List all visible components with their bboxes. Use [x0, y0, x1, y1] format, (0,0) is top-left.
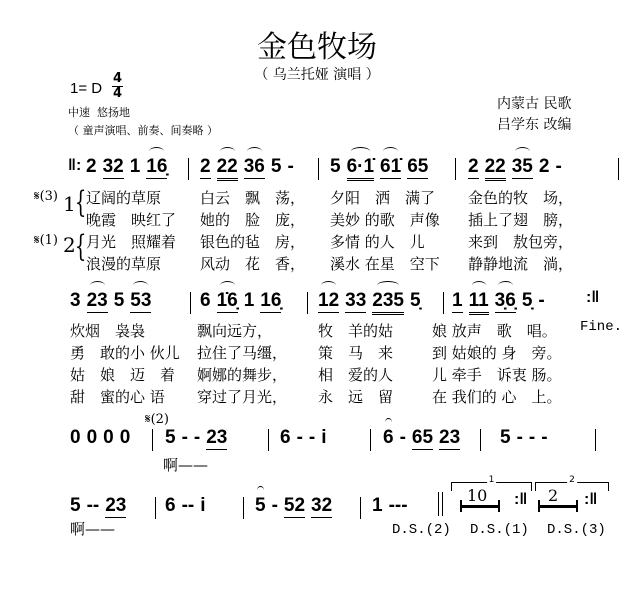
measure — [70, 495, 132, 518]
note: 1 — [452, 290, 463, 311]
note: 52 — [283, 495, 306, 516]
lyric-segment: 白云 飘 荡， — [200, 189, 306, 207]
note: 53 — [130, 290, 152, 311]
note: 23 — [105, 495, 127, 516]
barline — [443, 292, 444, 314]
barline — [480, 429, 481, 451]
measure — [70, 427, 136, 449]
note: - — [399, 427, 406, 448]
barline — [595, 429, 596, 451]
lyric-segment: 浪漫的草原 — [86, 255, 162, 273]
note: 32 — [102, 156, 124, 177]
lyric-segment: 风动 花 香， — [200, 255, 306, 273]
lyric-segment: 晚霞 映红了 — [86, 211, 177, 229]
multi-rest-bar — [460, 500, 500, 512]
note: 1 — [372, 495, 383, 516]
note: 22 — [485, 156, 506, 181]
note: 61̇ — [380, 156, 402, 177]
note: 2 — [86, 156, 97, 177]
dal-segno-3: D.S.(3) — [547, 522, 606, 538]
brace: { — [74, 229, 87, 264]
note: - — [193, 427, 201, 448]
note: 22 — [217, 156, 238, 181]
repeat-end: :‖ — [584, 491, 598, 508]
performance-note: （ 童声演唱、前奏、间奏略 ） — [68, 124, 218, 137]
repeat-end: :‖ — [586, 289, 600, 306]
note: - — [528, 427, 536, 448]
segno-2: 𝄋(2) — [145, 412, 170, 427]
lyric-segment: 静静地流 淌， — [468, 255, 574, 273]
lyric-segment: 银色的毡 房， — [200, 233, 306, 251]
measure — [200, 290, 287, 313]
note: 65 — [411, 427, 434, 448]
note: 5 — [70, 495, 81, 516]
note: 11 — [469, 290, 489, 315]
note: 0 — [119, 427, 131, 448]
brace: { — [74, 185, 87, 220]
segno-3: 𝄋(3) — [34, 189, 59, 204]
note: 65 — [407, 156, 429, 177]
note: 32 — [311, 495, 333, 516]
lyric-segment: 飘向远方， — [197, 322, 273, 340]
verse-number-2: 2 — [63, 233, 76, 257]
measure — [318, 290, 427, 315]
lyric-segment: 辽阔的草原 — [86, 189, 162, 207]
barline — [455, 158, 456, 180]
barline — [370, 429, 371, 451]
note: 12 — [318, 290, 340, 311]
note: - — [541, 427, 548, 448]
note: - — [555, 156, 562, 177]
note: 2 — [468, 156, 479, 177]
lyric-segment: 她的 脸 庞， — [200, 211, 306, 229]
note: 16̣ — [260, 290, 282, 311]
time-signature — [112, 73, 123, 100]
note: 5 — [255, 495, 266, 516]
lyric-segment: 美妙 的歌 声像 — [330, 211, 440, 229]
note: 6 — [165, 495, 176, 516]
note: 0 — [103, 427, 114, 448]
note: - — [308, 427, 316, 448]
note: - — [538, 290, 545, 311]
lyric-segment: 姑 娘 迈 着 — [70, 366, 176, 384]
note: 5̣ — [521, 290, 533, 311]
measure — [372, 495, 414, 517]
barline — [307, 292, 308, 314]
lyric-segment: 甜 蜜的心 语 — [70, 388, 165, 406]
measure — [165, 495, 212, 517]
note: 6 — [383, 427, 394, 448]
measure — [500, 427, 554, 449]
note: --- — [388, 495, 408, 516]
note: 3̣6̣ — [494, 290, 516, 311]
barline — [243, 497, 244, 519]
note: 5 — [500, 427, 511, 448]
note: i — [321, 427, 327, 448]
measure — [165, 427, 233, 450]
note: 5 — [165, 427, 176, 448]
note: - — [296, 427, 303, 448]
singer-credit: （ 乌兰托娅 演唱 ） — [254, 67, 380, 83]
lyric-segment: 牧 羊的姑 — [318, 322, 394, 340]
song-title: 金色牧场 — [257, 30, 377, 65]
lyric-segment: 永 远 留 — [318, 388, 394, 406]
note: -- — [181, 495, 195, 516]
dal-segno-2: D.S.(2) — [392, 522, 451, 538]
arranger-credit: 吕学东 改编 — [497, 117, 572, 133]
barline — [360, 497, 361, 519]
lyric-segment: 来到 敖包旁， — [468, 233, 574, 251]
multi-rest-bar — [538, 500, 578, 512]
note: 5̣ — [409, 290, 421, 311]
lyric-segment: 勇 敢的小 伙儿 — [70, 344, 180, 362]
repeat-start: ‖: — [68, 157, 82, 174]
note: 2 — [200, 156, 211, 177]
note: 23 — [86, 290, 108, 311]
measure — [280, 427, 333, 449]
barline — [618, 158, 619, 180]
lyric-segment: 插上了翅 膀， — [468, 211, 574, 229]
lyric-segment: 穿过了月光， — [197, 388, 288, 406]
note: 36 — [243, 156, 265, 177]
note: 16̣ — [146, 156, 168, 177]
note: 235 — [372, 290, 404, 315]
measure — [70, 290, 157, 313]
lyric-segment: 金色的牧 场， — [468, 189, 574, 207]
lyric-segment: 在 我们的 心 上。 — [432, 388, 562, 406]
measure — [468, 156, 568, 181]
dal-segno-1: D.S.(1) — [470, 522, 529, 538]
note: 23 — [206, 427, 228, 448]
volta-1 — [451, 475, 532, 491]
volta-2 — [535, 475, 609, 491]
note: 5 — [113, 290, 125, 311]
barline — [190, 292, 191, 314]
lyric-segment: 相 爱的人 — [318, 366, 394, 384]
multi-rest-count-2: 2 — [548, 486, 559, 505]
double-barline — [438, 492, 443, 516]
volta-2-label: 2 — [569, 475, 575, 485]
note: 6·1̇ — [347, 156, 374, 181]
note: 1 — [129, 156, 141, 177]
note: 5 — [270, 156, 282, 177]
syllable-ah: 啊—— — [163, 456, 209, 474]
lyric-segment: 月光 照耀着 — [86, 233, 177, 251]
lyric-segment: 夕阳 洒 满了 — [330, 189, 436, 207]
time-top: 4 — [112, 71, 123, 86]
time-bottom: 4 — [112, 86, 123, 101]
note: 1̇6̣ — [216, 290, 238, 311]
measure — [452, 290, 551, 315]
note: i — [200, 495, 206, 516]
note: 35 — [511, 156, 533, 177]
note: 5 — [330, 156, 341, 177]
barline — [318, 158, 319, 180]
measure — [330, 156, 434, 181]
measure — [86, 156, 173, 179]
note: 33 — [345, 290, 367, 311]
note: 23 — [439, 427, 461, 448]
lyric-segment: 到 姑娘的 身 旁。 — [432, 344, 562, 362]
lyric-segment: 策 马 来 — [318, 344, 394, 362]
barline — [155, 497, 156, 519]
measure — [200, 156, 300, 181]
note: 0 — [86, 427, 98, 448]
note: - — [181, 427, 188, 448]
repeat-end: :‖ — [514, 491, 528, 508]
barline — [188, 158, 189, 180]
lyric-segment: 多情 的人 儿 — [330, 233, 425, 251]
key-signature: 1= D — [70, 80, 103, 97]
note: 3 — [70, 290, 81, 311]
lyric-segment: 娘 放声 歌 唱。 — [432, 322, 557, 340]
origin-credit: 内蒙古 民歌 — [497, 96, 572, 112]
lyric-segment: 婀娜的舞步， — [197, 366, 288, 384]
note: -- — [86, 495, 100, 516]
note: - — [287, 156, 294, 177]
lyric-segment: 溪水 在星 空下 — [330, 255, 440, 273]
syllable-ah: 啊—— — [70, 520, 116, 538]
note: 2 — [538, 156, 550, 177]
lyric-segment: 拉住了马缰， — [197, 344, 288, 362]
segno-1: 𝄋(1) — [34, 233, 59, 248]
barline — [152, 429, 153, 451]
measure — [383, 427, 466, 450]
note: 0 — [70, 427, 81, 448]
barline — [268, 429, 269, 451]
multi-rest-count-10: 10 — [467, 486, 488, 505]
note: 6 — [200, 290, 211, 311]
note: 6 — [280, 427, 291, 448]
measure — [255, 495, 338, 518]
verse-number-1: 1 — [63, 192, 76, 216]
note: - — [271, 495, 278, 516]
lyric-segment: 儿 牵手 诉衷 肠。 — [432, 366, 562, 384]
note: - — [516, 427, 523, 448]
fine-marking: Fine. — [580, 319, 623, 335]
note: 1 — [243, 290, 255, 311]
volta-1-label: 1 — [488, 475, 495, 485]
lyric-segment: 炊烟 袅袅 — [70, 322, 146, 340]
tempo-marking: 中速 悠扬地 — [68, 106, 130, 119]
